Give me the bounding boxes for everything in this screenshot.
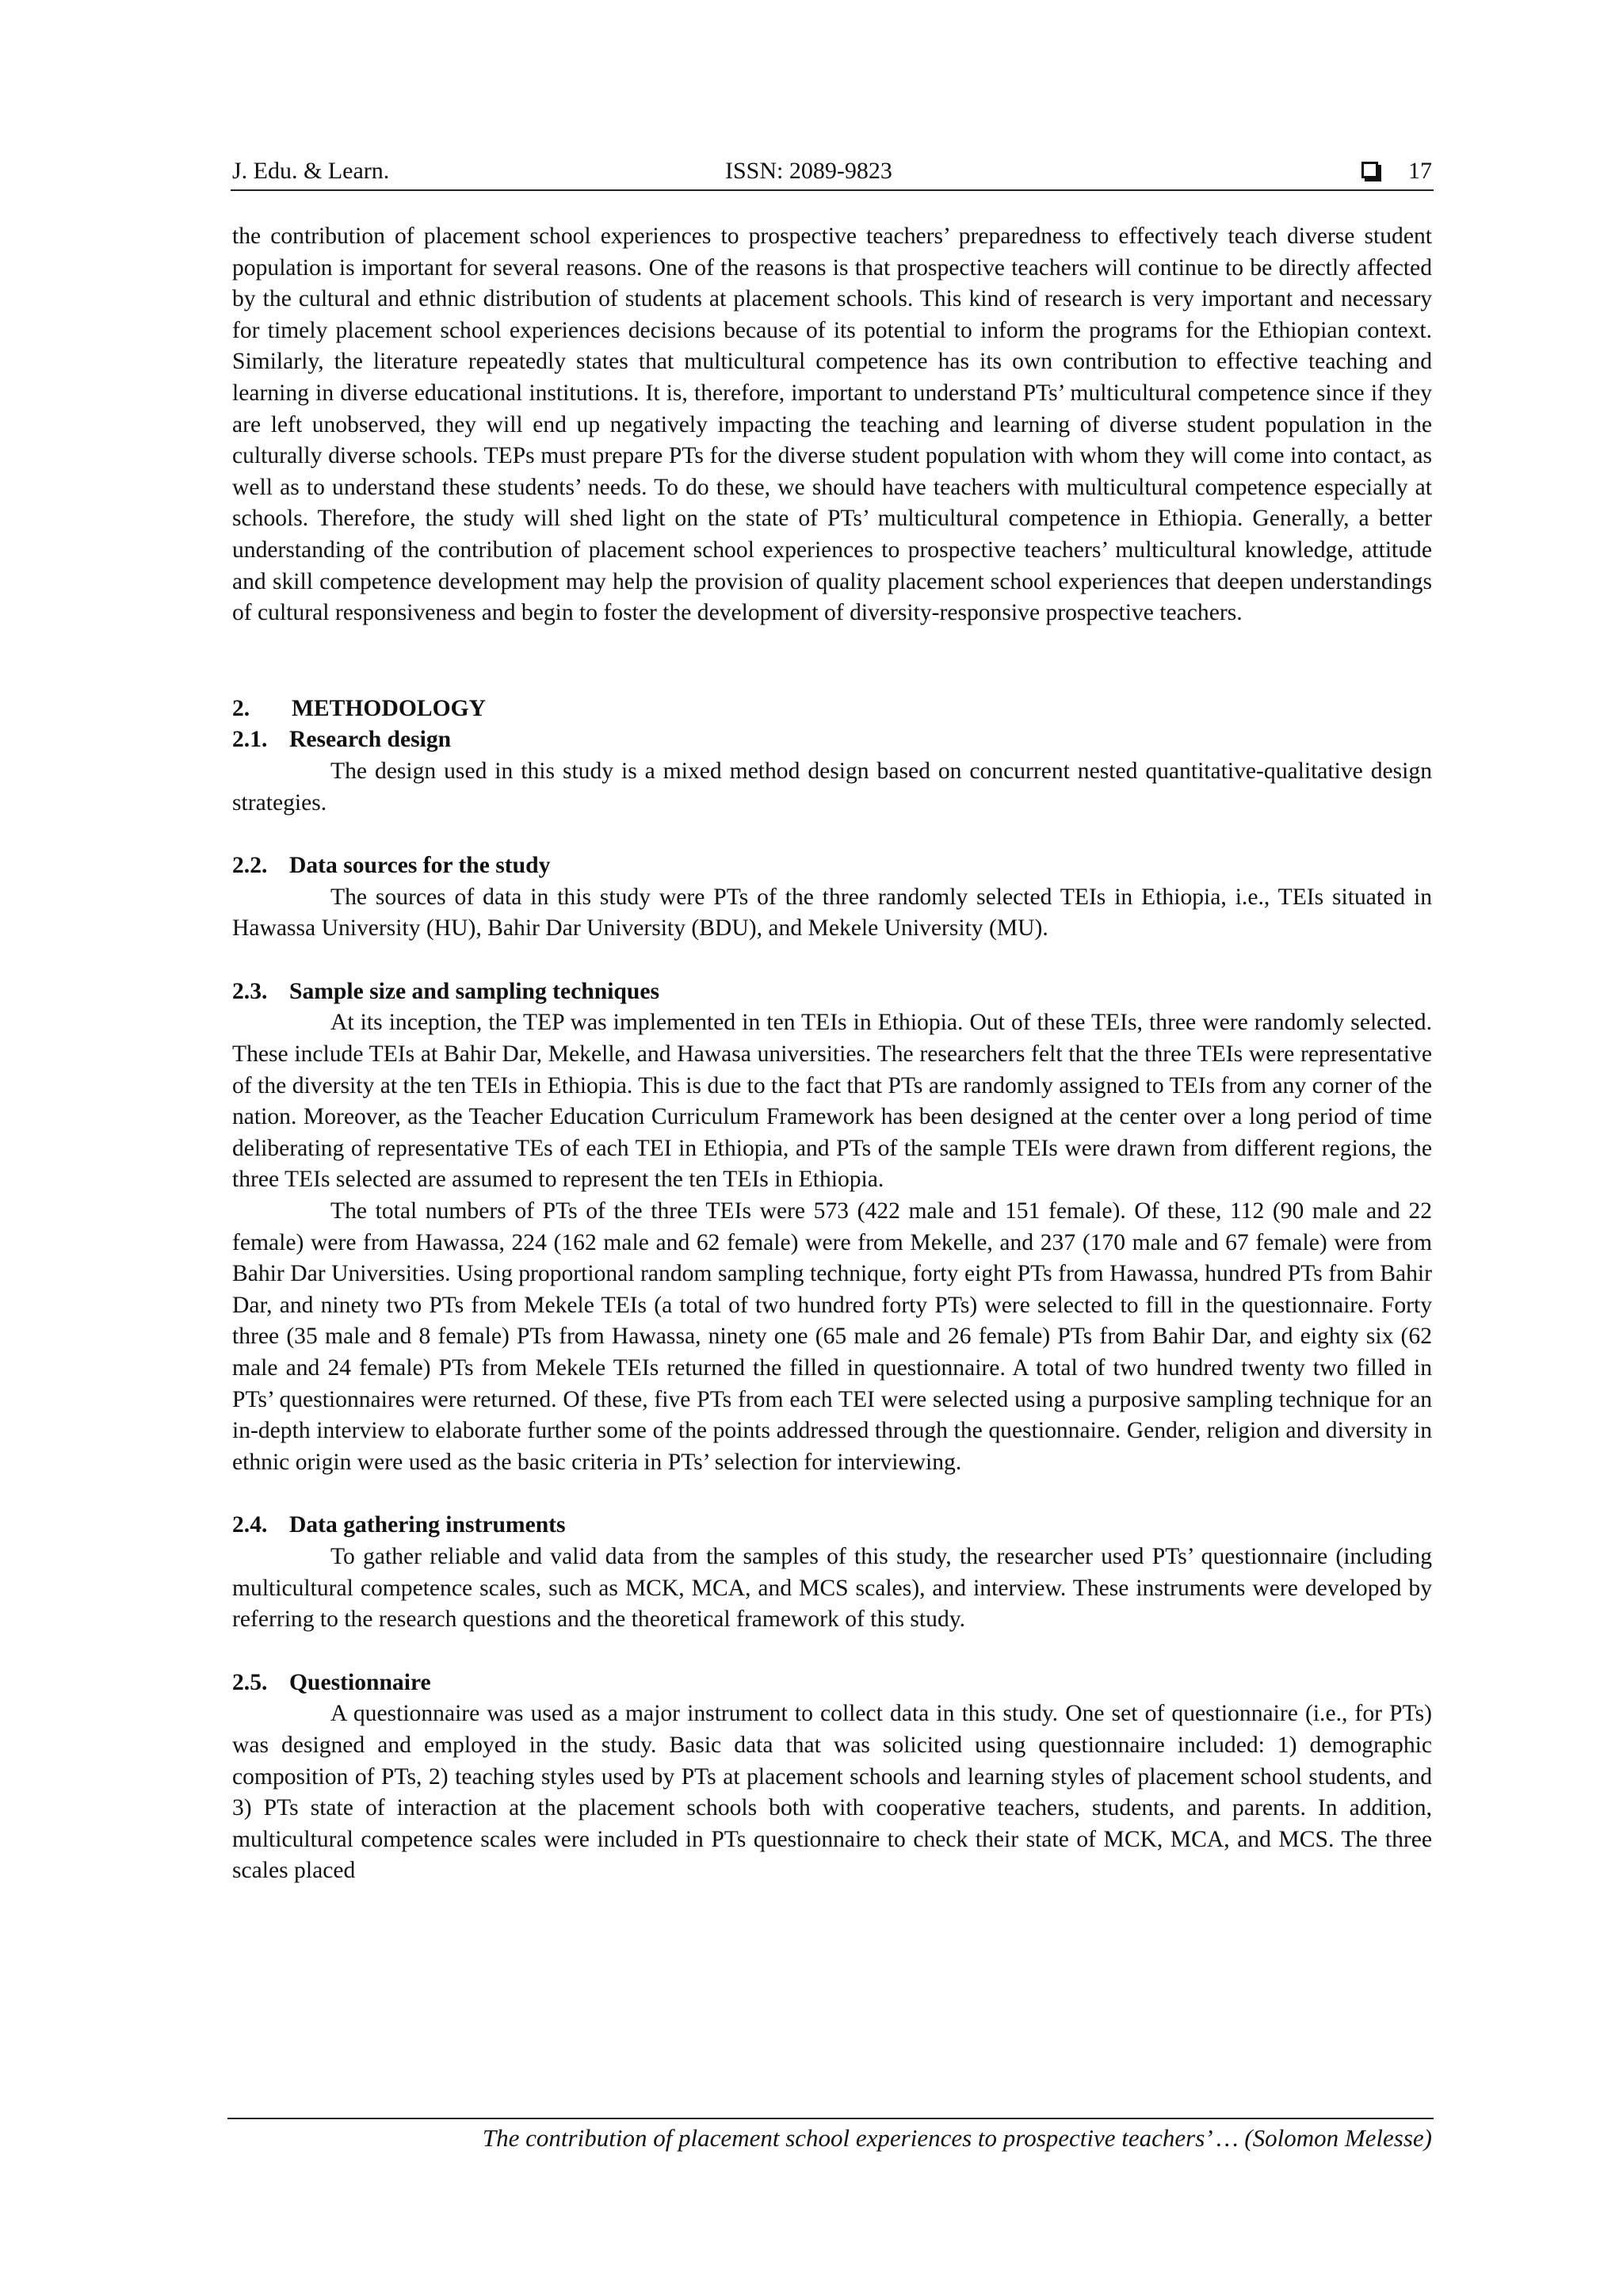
paragraph: A questionnaire was used as a major instrument to collect data in this study. One set of questionnaire (i.e., for PTs) was designed and employed in the study. Basic data that was solicited using questionnaire included: 1) demographic composition of PTs, 2) teaching styles used by PTs at placement schools and learning styles of placement school students, and 3) PTs state of interaction at the placement schools both with cooperative teachers, students, and parents. In addition, multicultural competence scales were included in PTs questionnaire to check their state of MCK, MCA, and MCS. The three scales placed: [232, 1701, 1432, 1884]
paragraph: To gather reliable and valid data from the samples of this study, the researcher used PTs’ questionnaire (including multicultural competence scales, such as MCK, MCA, and MCS scales), and interview. These instruments were developed by referring to the research questions and the theoretical framework of this study.: [232, 1543, 1432, 1633]
subsection-number: 2.3.: [232, 978, 268, 1004]
section-title: METHODOLOGY: [292, 695, 486, 721]
subsection-number: 2.4.: [232, 1512, 268, 1538]
footer-divider: [227, 2118, 1434, 2119]
subsection-title: Data sources for the study: [289, 853, 551, 879]
article-body: [232, 221, 1432, 1887]
subsection-number: 2.5.: [232, 1669, 268, 1695]
subsection-heading-instruments: [232, 1510, 1432, 1541]
subsection-number: 2.2.: [232, 853, 268, 879]
subsection-title: Data gathering instruments: [289, 1512, 566, 1538]
running-header: [231, 153, 1434, 191]
running-footer: The contribution of placement school experiences to prospective teachers’ … (Solomon Melesse): [482, 2124, 1432, 2152]
paragraph: At its inception, the TEP was implemented in ten TEIs in Ethiopia. Out of these TEIs, three were randomly selected. These include TEIs at Bahir Dar, Mekelle, and Hawasa universities. The researchers felt that the three TEIs were representative of the diversity at the ten TEIs in Ethiopia. This is due to the fact that PTs are randomly assigned to TEIs from any corner of the nation. Moreover, as the Teacher Education Curriculum Framework has been designed at the center over a long period of time deliberating of representative TEs of each TEI in Ethiopia, and PTs of the sample TEIs were drawn from different regions, the three TEIs selected are assumed to represent the ten TEIs in Ethiopia.: [232, 1010, 1432, 1193]
subsection-heading-research-design: [232, 724, 1432, 756]
subsection-heading-sampling: [232, 976, 1432, 1008]
paragraph: The design used in this study is a mixed method design based on concurrent nested quantitative-qualitative design strategies.: [232, 758, 1432, 816]
subsection-heading-data-sources: [232, 850, 1432, 882]
intro-paragraph: the contribution of placement school experiences to prospective teachers’ preparedness to effectively teach diverse student population is important for several reasons. One of the reasons is that prospective teachers will continue to be directly affected by the cultural and ethnic distribution of students at placement schools. This kind of research is very important and necessary for timely placement school experiences decisions because of its potential to inform the programs for the Ethiopian context. Similarly, the literature repeatedly states that multicultural competence has its own contribution to effective teaching and learning in diverse educational institutions. It is, therefore, important to understand PTs’ multicultural competence since if they are left unobserved, they will end up negatively impacting the teaching and learning of diverse student population in the culturally diverse schools. TEPs must prepare PTs for the diverse student population with whom they will come into contact, as well as to understand these students’ needs. To do these, we should have teachers with multicultural competence especially at schools. Therefore, the study will shed light on the state of PTs’ multicultural competence in Ethiopia. Generally, a better understanding of the contribution of placement school experiences to prospective teachers’ multicultural knowledge, attitude and skill competence development may help the provision of quality placement school experiences that deepen understandings of cultural responsiveness and begin to foster the development of diversity-responsive prospective teachers.: [232, 223, 1432, 626]
subsection-heading-questionnaire: [232, 1668, 1432, 1699]
journal-name: J. Edu. & Learn.: [232, 158, 390, 184]
subsection-title: Sample size and sampling techniques: [289, 978, 659, 1004]
subsection-number: 2.1.: [232, 727, 268, 753]
paragraph: The sources of data in this study were PTs of the three randomly selected TEIs in Ethiopia, i.e., TEIs situated in Hawassa University (HU), Bahir Dar University (BDU), and Mekele University (MU).: [232, 884, 1432, 942]
section-number: 2.: [232, 695, 250, 721]
paragraph: The total numbers of PTs of the three TEIs were 573 (422 male and 151 female). Of these, 112 (90 male and 22 female) were from Hawassa, 224 (162 male and 62 female) were from Mekelle, and 237 (170 male and 67 female) were from Bahir Dar Universities. Using proportional random sampling technique, forty eight PTs from Hawassa, hundred PTs from Bahir Dar, and ninety two PTs from Mekele TEIs (a total of two hundred forty PTs) were selected to fill in the questionnaire. Forty three (35 male and 8 female) PTs from Hawassa, ninety one (65 male and 26 female) PTs from Bahir Dar, and eighty six (62 male and 24 female) PTs from Mekele TEIs returned the filled in questionnaire. A total of two hundred twenty two filled in PTs’ questionnaires were returned. Of these, five PTs from each TEI were selected using a purposive sampling technique for an in-depth interview to elaborate further some of the points addressed through the questionnaire. Gender, religion and diversity in ethnic origin were used as the basic criteria in PTs’ selection for interviewing.: [232, 1198, 1432, 1475]
page-number: 17: [1408, 158, 1432, 184]
square-bullet-icon: [1361, 162, 1378, 178]
issn: ISSN: 2089-9823: [725, 158, 892, 184]
section-heading: [232, 693, 1432, 725]
subsection-title: Research design: [289, 727, 452, 753]
subsection-title: Questionnaire: [289, 1669, 431, 1695]
